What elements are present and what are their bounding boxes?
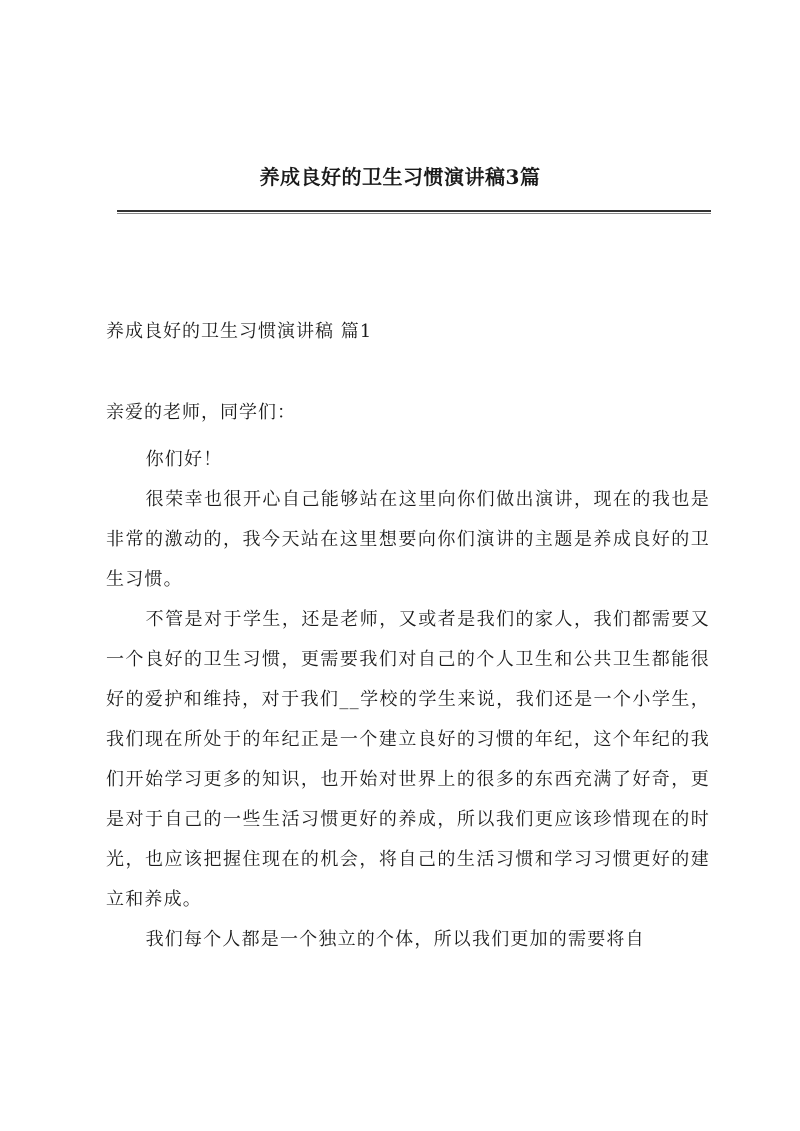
speech-body <box>106 440 710 960</box>
title-divider <box>117 210 711 214</box>
paragraph-continued: 我们每个人都是一个独立的个体，所以我们更加的需要将自 <box>145 929 645 950</box>
paragraph-intro: 很荣幸也很开心自己能够站在这里向你们做出演讲，现在的我也是非常的激动的，我今天站在这里想要向你们演讲的主题是养成良好的卫生习惯。 <box>106 489 710 590</box>
paragraph-main: 不管是对于学生，还是老师，又或者是我们的家人，我们都需要又一个良好的卫生习惯，更需要我们对自己的个人卫生和公共卫生都能很好的爱护和维持，对于我们__学校的学生来说，我们还是一个小学生，我们现在所处于的年纪正是一个建立良好的习惯的年纪，这个年纪的我们开始学习更多的知识，也开始对世界上的很多的东西充满了好奇，更是对于自己的一些生活习惯更好的养成，所以我们更应该珍惜现在的时光，也应该把握住现在的机会，将自己的生活习惯和学习习惯更好的建立和养成。 <box>106 609 710 910</box>
paragraph-greeting: 你们好！ <box>145 449 223 470</box>
document-title: 养成良好的卫生习惯演讲稿3篇 <box>259 165 541 189</box>
salutation: 亲爱的老师，同学们： <box>106 402 296 423</box>
section-heading: 养成良好的卫生习惯演讲稿 篇1 <box>106 321 373 342</box>
